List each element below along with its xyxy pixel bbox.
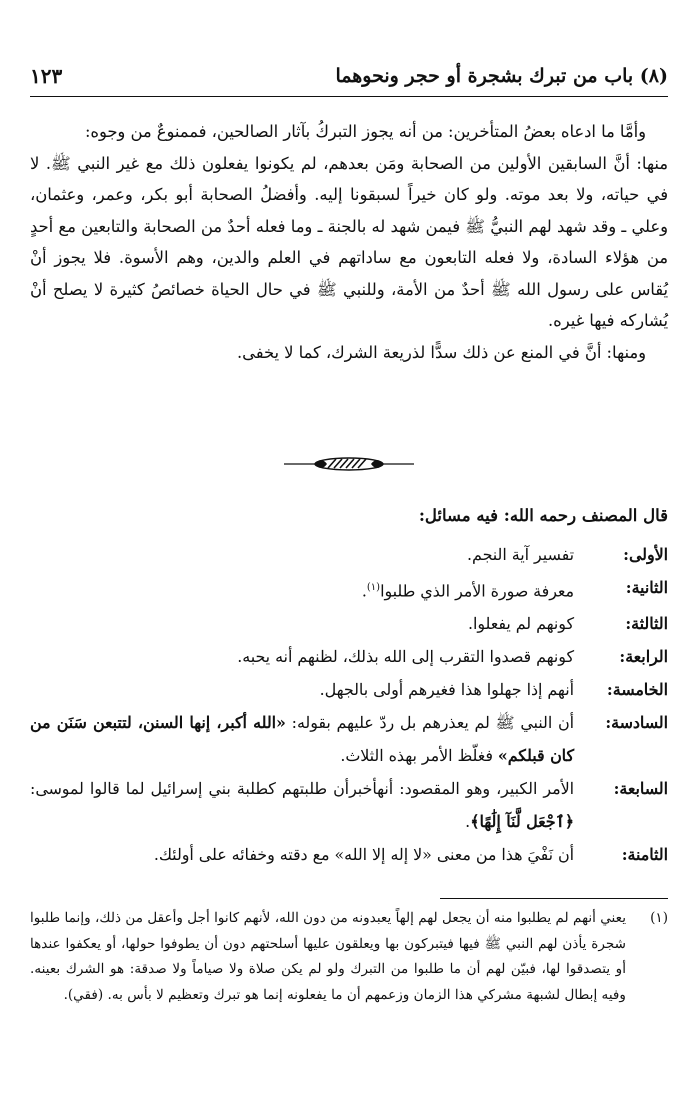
issue-text (30, 571, 574, 607)
issue-label: الثالثة: (625, 614, 668, 634)
issue-label: الثامنة: (621, 845, 668, 865)
issue-text-post: . (465, 812, 471, 832)
issue-row-7 (30, 772, 668, 838)
issue-text (30, 772, 574, 838)
issue-text: تفسير آية النجم. (467, 545, 574, 564)
chapter-title: (٨) باب من تبرك بشجرة أو حجر ونحوهما (335, 65, 668, 87)
issue-row-3 (30, 607, 668, 640)
issue-label: السادسة: (605, 713, 668, 733)
issue-label: الأولى: (623, 545, 668, 564)
issue-text-pre: الأمر الكبير، وهو المقصود: أنهأخبرأن طلبتهم كطلبة بني إسرائيل لما قالوا لموسى: (30, 779, 574, 799)
footnote-number: (١) (650, 910, 668, 926)
issue-label: الرابعة: (619, 647, 668, 667)
paragraph-2: منها: أنَّ السابقين الأولين من الصحابة ومَن بعدهم، لم يكونوا يفعلون ذلك مع غير النبي ﷺ. لا في حياته، ولا بعد موته. ولو كان خيراً لسبقونا إليه. وأفضلُ الصحابة أبو بكر، وعمر، وعثمان، وعلي ـ وقد شهد لهم النبيُّ ﷺ فيمن شهد له بالجنة ـ وما فعله أحدٌ من الصحابة والتابعين مع أحدٍ من هؤلاء السادة، ولا فعله التابعون مع ساداتهم في العلم والدين، وهم الأسوة. فلا يجوز أنْ يُقاس على رسول الله ﷺ أحدٌ من الأمة، وللنبي ﷺ في حال الحياة خصائصُ كثيرة لا يصلح أنْ يُشاركه فيها غيره. (30, 153, 668, 330)
issue-text: أنهم إذا جهلوا هذا فغيرهم أولى بالجهل. (319, 680, 574, 700)
issue-row-2 (30, 571, 668, 607)
footnote-ref[interactable]: (١) (366, 582, 381, 593)
issue-row-6 (30, 706, 668, 772)
issue-row-8 (30, 838, 668, 871)
paragraph-1: وأمَّا ما ادعاه بعضُ المتأخرين: من أنه يجوز التبركُ بآثار الصالحين، فممنوعٌ من وجوه: (84, 122, 646, 141)
issue-row-5 (30, 673, 668, 706)
page-header (30, 56, 668, 97)
issue-text-post: فغلّظ الأمر بهذه الثلاث. (340, 746, 498, 766)
issue-text: كونهم قصدوا التقرب إلى الله بذلك، لظنهم أنه يحبه. (237, 647, 574, 667)
page-number: ١٢٣ (30, 64, 63, 88)
hadith-quote: «الله أكبر، إنها السنن، لتتبعن سَنَن من كان قبلكم» (30, 713, 574, 766)
issue-row-1 (30, 538, 668, 571)
footnote (30, 906, 668, 1008)
footnote-divider (440, 898, 668, 899)
issue-text: أن نَفْيَ هذا من معنى «لا إله إلا الله» مع دقته وخفائه على أولئك. (153, 845, 574, 865)
issue-text-main: معرفة صورة الأمر الذي طلبوا (380, 581, 574, 601)
ornament-divider-icon (284, 454, 414, 474)
quran-quote: ﴿ٱجْعَل لَّنَآ إِلَٰهًا﴾ (470, 812, 574, 832)
issue-row-4 (30, 640, 668, 673)
issue-label: الثانية: (625, 578, 668, 597)
issue-text (30, 706, 574, 772)
footnote-text: يعني أنهم لم يطلبوا منه أن يجعل لهم إلهاً يعبدونه من دون الله، لأنهم كانوا أجل وأعقل من ذلك، وإنما طلبوا شجرة يأذن لهم النبي ﷺ فيها فيتبركون بها ويعلقون عليها أسلحتهم دون أن يطوفوا حولها، أو يعكفوا عندها أو يتصدقوا لها، فبيّن لهم أن ما طلبوا من التبرك ولو لم يكن صلاة ولا صياماً ولا صدقة: هو الشرك بعينه. وفيه إبطال لشبهة مشركي هذا الزمان وزعمهم أن ما يفعلونه إنما هو تبرك وتعظيم لا بأس به. (فقي). (30, 910, 626, 1003)
main-text (30, 116, 668, 368)
issues-list (30, 538, 668, 871)
book-page (30, 0, 668, 1114)
issue-text: كونهم لم يفعلوا. (467, 614, 574, 634)
issue-label: الخامسة: (606, 680, 668, 700)
issue-text-pre: أن النبي ﷺ لم يعذرهم بل ردّ عليهم بقوله: (285, 713, 574, 733)
paragraph-3: ومنها: أنَّ في المنع عن ذلك سدًّا لذريعة الشرك، كما لا يخفى. (236, 342, 646, 362)
issues-heading: قال المصنف رحمه الله: فيه مسائل: (418, 506, 668, 525)
issue-label: السابعة: (613, 779, 668, 799)
issue-text-tail: . (361, 581, 367, 601)
ornament-divider (30, 452, 668, 476)
